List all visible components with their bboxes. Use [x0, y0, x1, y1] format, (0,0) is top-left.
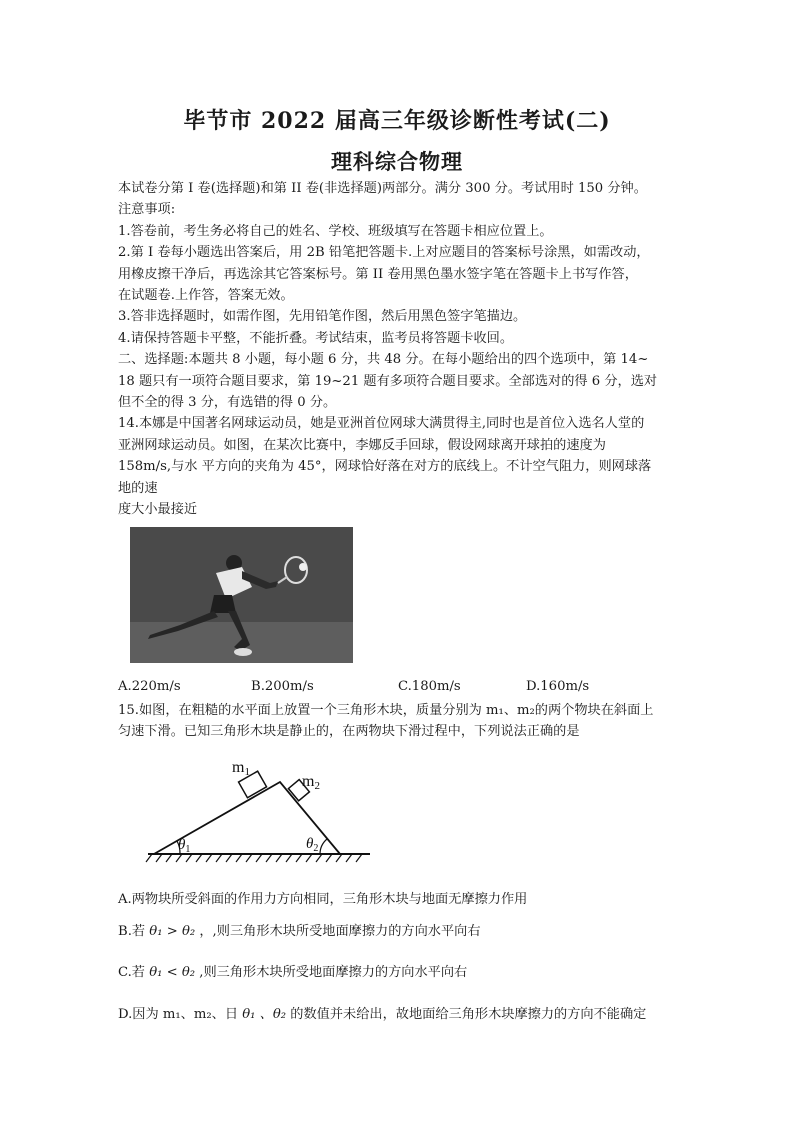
notice-item-2a: 2.第 I 卷每小题选出答案后，用 2B 铅笔把答题卡.上对应题目的答案标号涂黑，如需改动，: [118, 245, 650, 261]
tennis-player-illustration: [130, 527, 353, 663]
q15-option-d-prefix: D.因为 m₁、m₂、日: [118, 1007, 239, 1022]
tennis-player-photo: [130, 527, 353, 663]
q14-line-1: 14.本娜是中国著名网球运动员，她是亚洲首位网球大满贯得主,同时也是首位入选名人堂的: [118, 416, 645, 432]
notice-item-2c: 在试题卷.上作答，答案无效。: [118, 288, 294, 304]
q15-option-a[interactable]: [118, 888, 718, 907]
notice-item-4: 4.请保持答题卡平整，不能折叠。考试结束，监考员将答题卡收回。: [118, 330, 514, 346]
label-m2: m2: [302, 773, 320, 792]
label-theta1: $\theta_1$: [178, 837, 191, 855]
notice-item-2b: 用橡皮擦干净后，再选涂其它答案标号。第 II 卷用黑色墨水签字笔在答题卡上书写作答，: [118, 266, 638, 282]
ground-hatching: [146, 854, 362, 862]
exam-body: [118, 178, 686, 521]
q15-option-b-math: θ₁ > θ₂: [149, 924, 196, 939]
q15-option-a-text: A.两物块所受斜面的作用力方向相同，三角形木块与地面无摩擦力作用: [118, 892, 528, 907]
q15-option-d[interactable]: [118, 1003, 718, 1022]
q15-line-1: 15.如图，在粗糙的水平面上放置一个三角形木块，质量分别为 m₁、m₂的两个物块在斜面上: [118, 703, 654, 718]
q15-option-b-text: ，,则三角形木块所受地面摩擦力的方向水平向右: [199, 924, 481, 939]
section2-line-1: 二、选择题:本题共 8 小题，每小题 6 分，共 48 分。在每小题给出的四个选项中，第 14~: [118, 352, 649, 368]
q14-option-d[interactable]: D.160m/s: [526, 679, 590, 694]
q15-option-c-text: ,则三角形木块所受地面摩擦力的方向水平向右: [199, 965, 468, 980]
notice-item-3: 3.答非选择题时，如需作图，先用铅笔作图，然后用黑色签字笔描边。: [118, 309, 527, 325]
q15-option-d-math: θ₁ 、θ₂: [242, 1007, 287, 1022]
q15-option-c-prefix: C.若: [118, 965, 145, 980]
q15-option-d-text: 的数值并未给出，故地面给三角形木块摩擦力的方向不能确定: [290, 1007, 647, 1022]
q15-option-c[interactable]: [118, 961, 718, 980]
exam-subtitle: 理科综合物理: [331, 149, 463, 174]
q15-option-c-math: θ₁ < θ₂: [149, 965, 196, 980]
notice-item-1: 1.答卷前，考生务必将自己的姓名、学校、班级填写在答题卡相应位置上。: [118, 223, 553, 239]
q14-line-3: 158m/s,与水 平方向的夹角为 45°，网球恰好落在对方的底线上。不计空气阻力，则网球落: [118, 459, 652, 475]
q14-option-c[interactable]: C.180m/s: [398, 679, 461, 694]
section2-line-3: 但不全的得 3 分，有选错的得 0 分。: [118, 395, 337, 411]
incline-diagram: [140, 748, 376, 872]
incline-diagram-svg: [140, 748, 376, 872]
notice-title: 注意事项:: [118, 202, 176, 218]
q14-line-5: 度大小最接近: [118, 502, 198, 518]
q14-line-4: 地的速: [118, 480, 158, 496]
label-m1: m1: [232, 759, 250, 778]
q14-line-2: 亚洲网球运动员。如图，在某次比赛中，李娜反手回球，假设网球离开球拍的速度为: [118, 437, 606, 453]
section2-line-2: 18 题只有一项符合题目要求，第 19~21 题有多项符合题目要求。全部选对的得 6 分，选对: [118, 373, 658, 389]
q14-options: [118, 679, 686, 699]
q15-stem: [118, 700, 686, 743]
q14-option-a[interactable]: A.220m/s: [118, 679, 181, 694]
angle-arc-theta2: [320, 839, 327, 854]
exam-title: 毕节市 2022 届高三年级诊断性考试(二): [183, 108, 611, 134]
label-theta2: $\theta_2$: [306, 836, 319, 854]
intro-line: 本试卷分第 I 卷(选择题)和第 II 卷(非选择题)两部分。满分 300 分。考试用时 150 分钟。: [118, 181, 647, 196]
q15-option-b[interactable]: [118, 920, 718, 939]
q15-option-b-prefix: B.若: [118, 924, 146, 939]
q14-option-b[interactable]: B.200m/s: [251, 679, 314, 694]
q15-line-2: 匀速下滑。已知三角形木块是静止的，在两物块下滑过程中，下列说法正确的是: [118, 724, 580, 740]
